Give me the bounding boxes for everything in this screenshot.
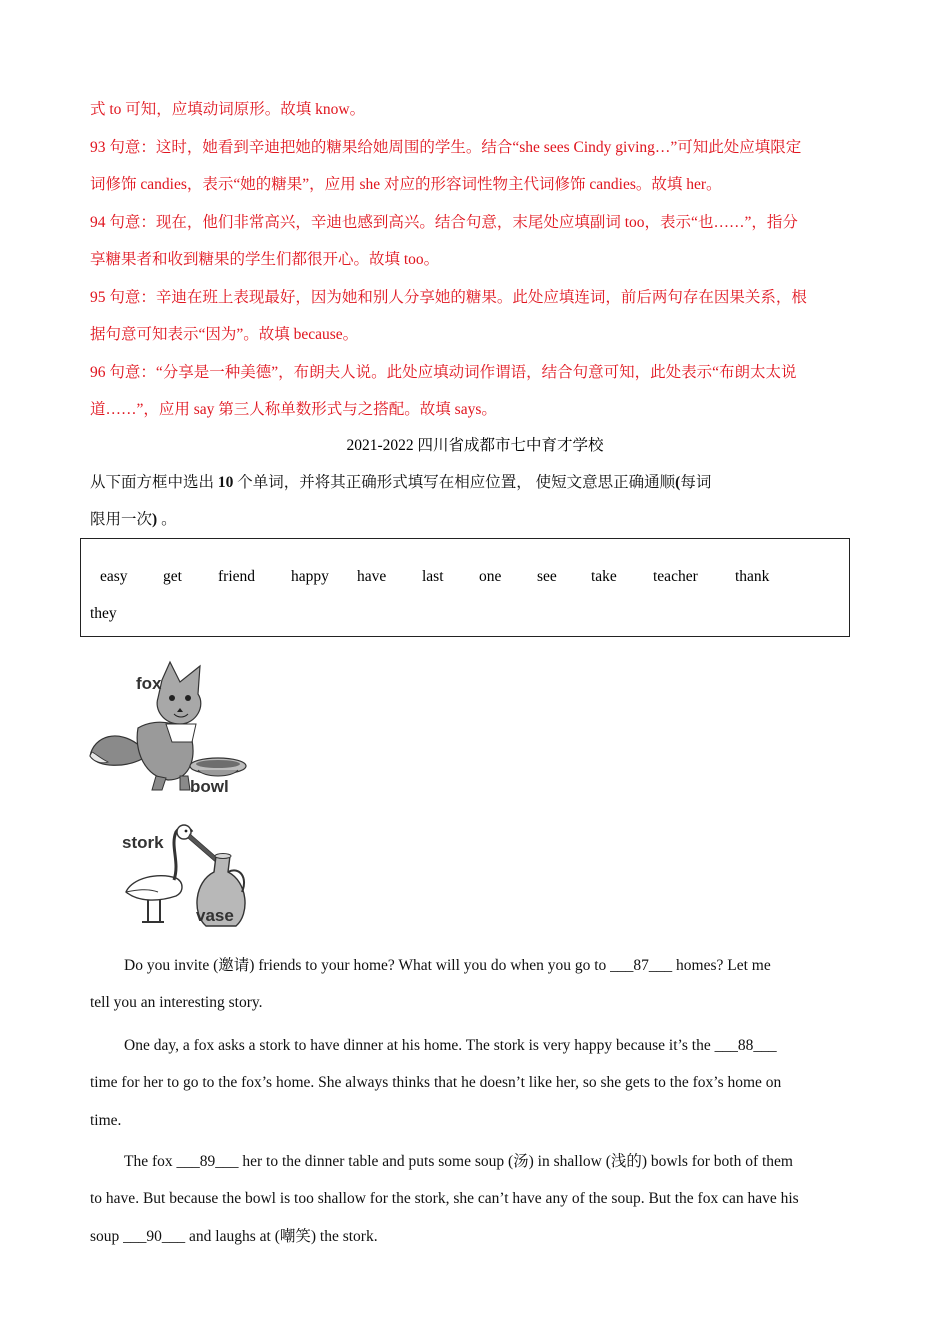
fox-label: fox <box>136 674 162 693</box>
instruction-count: 10 <box>217 474 234 491</box>
instruction-part1: 从下面方框中选出 <box>90 474 218 491</box>
answer-94-line-2: 享糖果者和收到糖果的学生们都很开心。故填 too。 <box>90 251 440 268</box>
word-item: have <box>357 568 387 585</box>
story-p1-line-2: tell you an interesting story. <box>90 994 263 1012</box>
word-item: see <box>537 568 557 585</box>
word-item: teacher <box>653 568 698 585</box>
word-item: friend <box>218 568 256 585</box>
answer-94-line-1: 94 句意：现在，他们非常高兴，辛迪也感到高兴。结合句意，末尾处应填副词 too，表示“也……”，指分 <box>90 213 798 231</box>
instruction-line-2 <box>90 507 177 533</box>
word-item: thank <box>735 568 770 585</box>
word-item: happy <box>291 568 329 585</box>
answer-96-line-2: 道……”，应用 say 第三人称单数形式与之搭配。故填 says。 <box>90 401 497 418</box>
story-p3-line-2: to have. But because the bowl is too shallow for the stork, she can’t have any of the soup. But the fox can have his <box>90 1190 799 1208</box>
stork-label: stork <box>122 833 164 852</box>
word-item: take <box>591 568 617 585</box>
instruction-paren-open: ( <box>675 474 681 491</box>
word-box <box>80 538 850 637</box>
section-title: 2021-2022 四川省成都市七中育才学校 <box>346 437 604 454</box>
answer-92-end: 式 to 可知，应填动词原形。故填 know。 <box>90 101 366 118</box>
fox-illustration <box>88 658 258 798</box>
instruction-paren-close: ) <box>152 511 158 528</box>
fox-head <box>157 662 201 724</box>
word-item: they <box>90 605 117 622</box>
answer-block <box>90 91 862 429</box>
word-item: one <box>479 568 502 585</box>
word-item: easy <box>100 568 128 585</box>
word-item: get <box>163 568 182 585</box>
story-paragraph-2 <box>90 1027 862 1139</box>
story-p3-line-3: soup ___90___ and laughs at (嘲笑) the stork. <box>90 1227 378 1245</box>
instruction <box>90 470 862 496</box>
instruction-part4: 每词 <box>680 474 712 491</box>
vase-label: vase <box>196 906 234 925</box>
answer-95-line-2: 据句意可知表示“因为”。故填 because。 <box>90 326 359 343</box>
instruction-part2: 个单词，并将其正确形式填写在相应位置， 使短文意思正确通顺 <box>233 474 676 491</box>
instruction-line2-end: 。 <box>157 511 177 528</box>
story-passage <box>90 947 862 1022</box>
story-p1-line-1: Do you invite (邀请) friends to your home? What will you do when you go to ___87___ homes? Let me <box>124 957 771 974</box>
instruction-line2-text: 限用一次 <box>90 511 153 528</box>
answer-95-line-1: 95 句意：辛迪在班上表现最好，因为她和别人分享她的糖果。此处应填连词，前后两句存在因果关系，根 <box>90 288 807 306</box>
answer-96-line-1: 96 句意：“分享是一种美德”，布朗夫人说。此处应填动词作谓语，结合句意可知，此处表示“布朗太太说 <box>90 363 797 381</box>
story-p2-line-1: One day, a fox asks a stork to have dinner at his home. The stork is very happy because it’s the ___88___ <box>124 1037 777 1054</box>
story-p3-line-1: The fox ___89___ her to the dinner table and puts some soup (汤) in shallow (浅的) bowls for both of them <box>124 1153 793 1170</box>
answer-93-line-1: 93 句意：这时，她看到辛迪把她的糖果给她周围的学生。结合“she sees Cindy giving…”可知此处应填限定 <box>90 138 802 156</box>
answer-93-line-2: 词修饰 candies，表示“她的糖果”，应用 she 对应的形容词性物主代词修饰 candies。故填 her。 <box>90 176 722 193</box>
story-p2-line-3: time. <box>90 1111 122 1129</box>
bowl-label: bowl <box>190 777 229 796</box>
story-p2-line-2: time for her to go to the fox’s home. She always thinks that he doesn’t like her, so she gets to the fox’s home on <box>90 1074 782 1092</box>
stork-illustration <box>118 822 258 934</box>
story-paragraph-3 <box>90 1143 862 1255</box>
word-item: last <box>422 568 444 585</box>
